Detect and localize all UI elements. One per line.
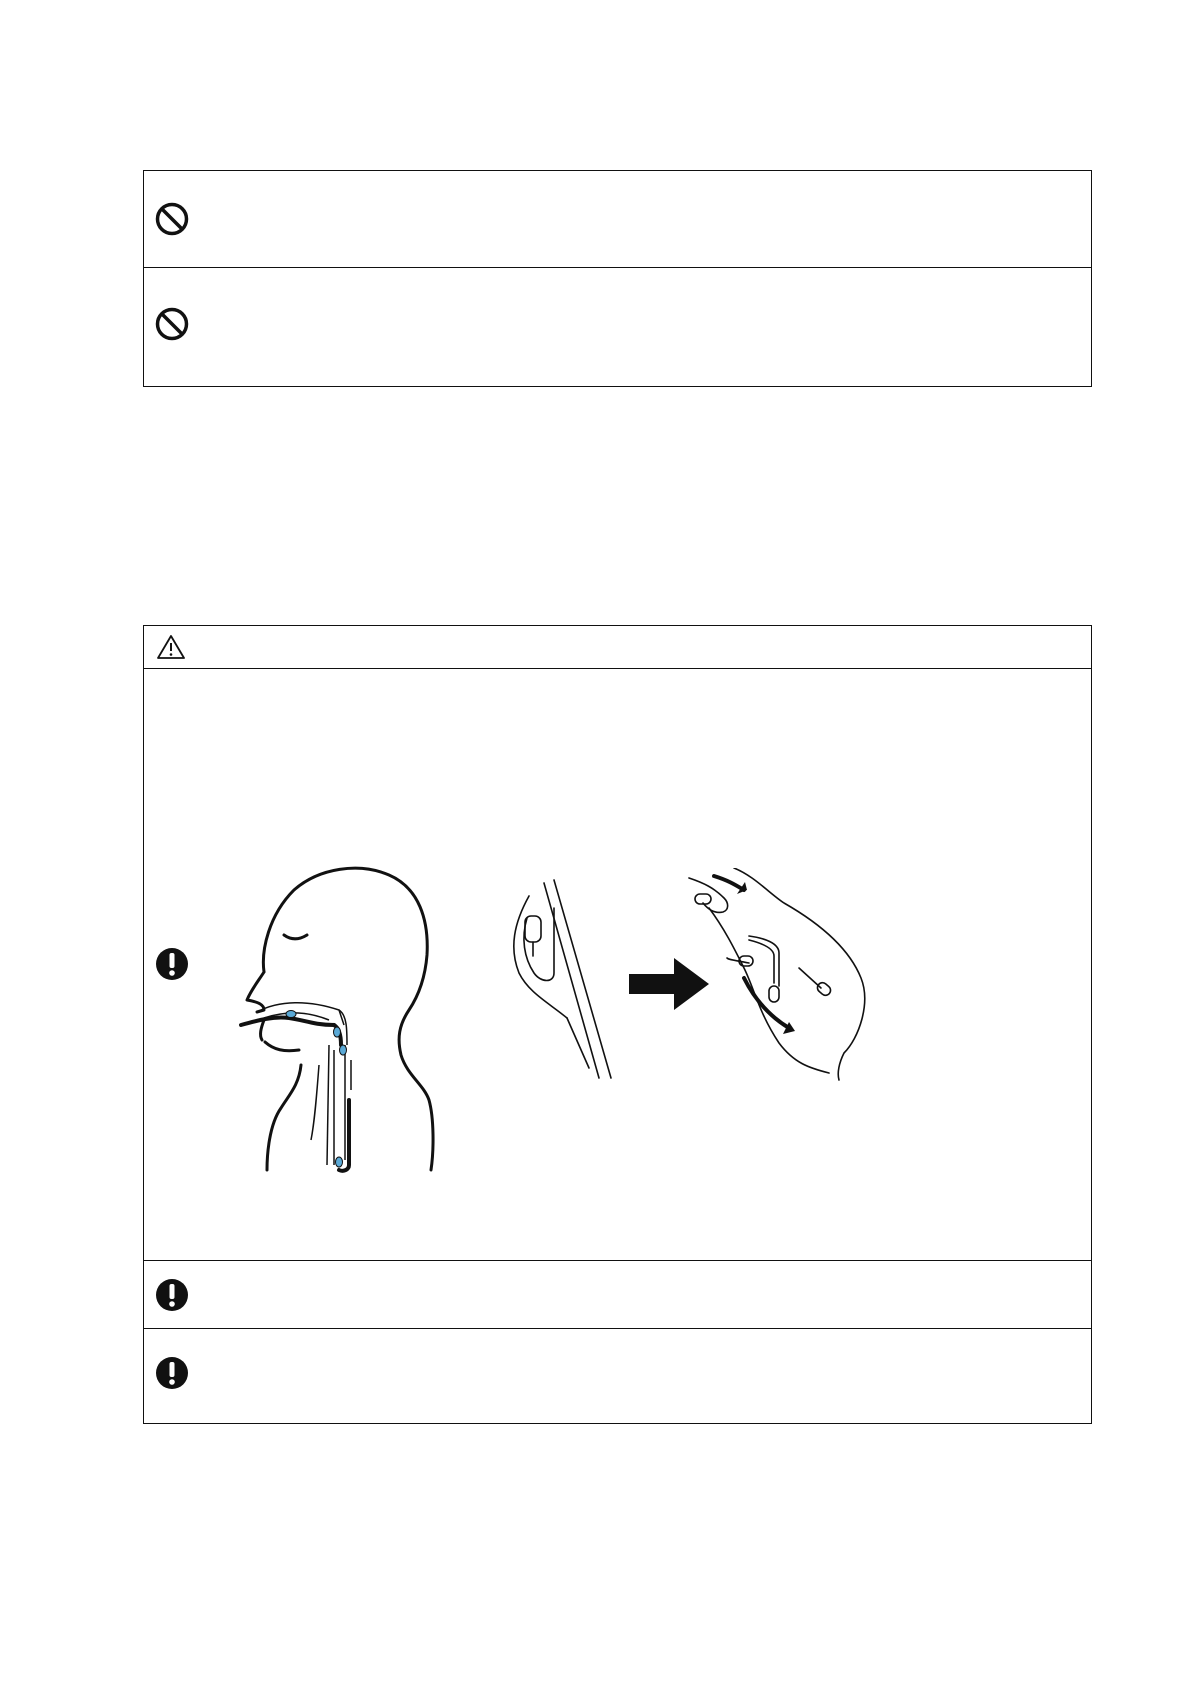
mandatory-action-icon xyxy=(154,1277,190,1313)
prohibition-icon xyxy=(154,201,190,237)
mandatory-action-icon xyxy=(154,946,190,982)
warning-triangle-icon xyxy=(156,634,186,660)
mandatory-action-icon xyxy=(154,1355,190,1391)
prohibition-notice-box xyxy=(143,170,1092,387)
warning-row-3 xyxy=(144,1328,1091,1423)
warning-row-2 xyxy=(144,1260,1091,1328)
stomach-tube-illustration xyxy=(499,868,1049,1118)
prohibition-row-2 xyxy=(144,267,1091,386)
prohibition-icon xyxy=(154,306,190,342)
warning-header xyxy=(144,626,1091,669)
prohibition-row-1 xyxy=(144,171,1091,267)
warning-row-1 xyxy=(144,668,1091,1260)
head-cross-section-illustration xyxy=(239,860,459,1195)
warning-notice-box xyxy=(143,625,1092,1424)
